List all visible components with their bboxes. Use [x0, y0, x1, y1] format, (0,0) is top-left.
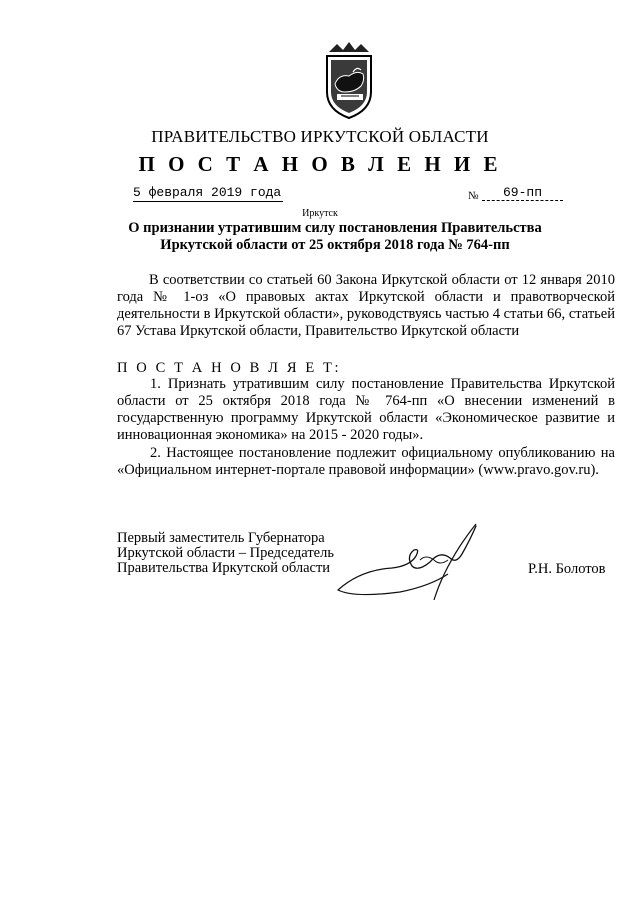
signer-position: [117, 531, 334, 576]
signer-position-line-2: Иркутской области – Председатель: [117, 545, 334, 561]
coat-of-arms-icon: [323, 40, 375, 120]
number-sign: №: [468, 190, 479, 202]
preamble-paragraph: В соответствии со статьей 60 Закона Иркутской области от 12 января 2010 года № 1-оз «О правовых актах Иркутской области и правотворческой деятельности в Иркутской области», руководствуясь частью 4 статьи 66, статьей 67 Устава Иркутской области, Правительство Иркутской области: [117, 272, 615, 339]
point-2-paragraph: 2. Настоящее постановление подлежит официальному опубликованию на «Официальном интернет-портале правовой информации» (www.pravo.gov.ru).: [117, 445, 615, 478]
government-name: ПРАВИТЕЛЬСТВО ИРКУТСКОЙ ОБЛАСТИ: [151, 127, 489, 146]
document-type: П О С Т А Н О В Л Е Н И Е: [138, 152, 502, 176]
handwritten-signature: [330, 520, 505, 605]
signer-position-line-1: Первый заместитель Губернатора: [117, 530, 325, 546]
document-title: О признании утратившим силу постановления Правительства Иркутской области от 25 октября 2018 года № 764-пп: [128, 220, 542, 253]
resolve-heading: П О С Т А Н О В Л Я Е Т:: [117, 360, 342, 376]
point-1-paragraph: 1. Признать утратившим силу постановление Правительства Иркутской области от 25 октября 2018 года № 764-пп «О внесении изменений в государственную программу Иркутской области «Экономическое развитие и инновационная экономика» на 2015 - 2020 годы».: [117, 376, 615, 443]
document-number: 69-пп: [482, 186, 563, 201]
signer-name: Р.Н. Болотов: [528, 561, 606, 577]
document-date: 5 февраля 2019 года: [133, 185, 282, 200]
city-name: Иркутск: [302, 208, 338, 219]
signer-position-line-3: Правительства Иркутской области: [117, 560, 331, 576]
